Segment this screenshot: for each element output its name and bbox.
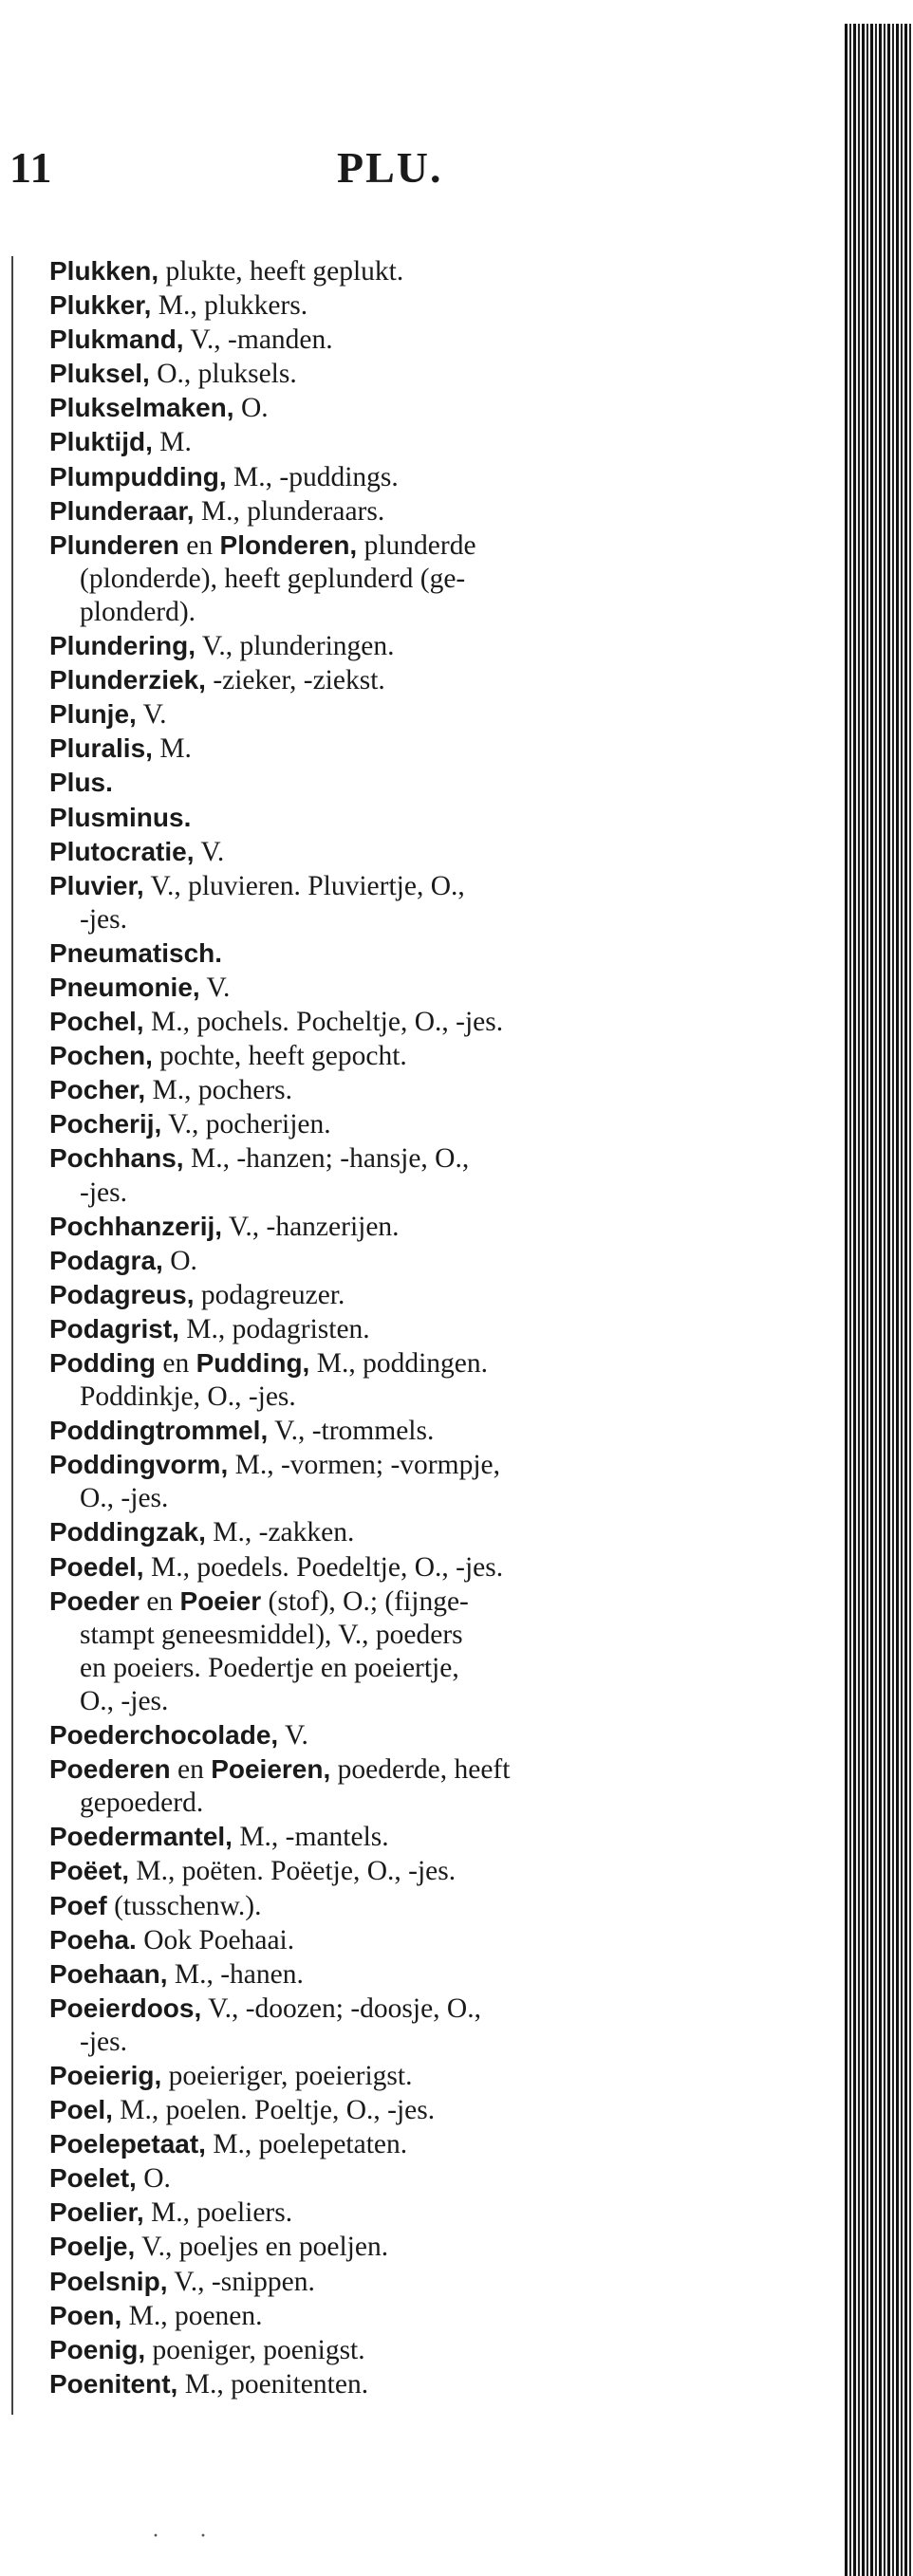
entry-headword: Podagrist, (49, 1313, 179, 1344)
entry-headword: Pneumonie, (49, 972, 200, 1002)
entry-headword: Poelet, (49, 2163, 137, 2194)
entry-headword: Poen, (49, 2300, 122, 2330)
entry-headword: Poeha. (49, 1924, 137, 1955)
entry-definition: V., pluvieren. Pluviertje, O., -jes. (80, 870, 465, 935)
dictionary-entry (49, 1073, 733, 1107)
entry-definition: M., -mantels. (232, 1822, 389, 1853)
entry-headword: Poederchocolade, (49, 1720, 279, 1751)
entry-headword: Pochel, (49, 1007, 144, 1037)
entry-definition: M., pochers. (145, 1075, 293, 1106)
entry-variant-definition: plunderde (plonderde), heeft geplunderd (ge- plonderd). (80, 529, 476, 627)
entry-headword: Pocherij, (49, 1109, 162, 1140)
entry-headword: Poëet, (49, 1856, 130, 1886)
dictionary-entry (49, 1039, 733, 1073)
page-specks: · · (152, 2524, 224, 2548)
entry-definition: Ook Poehaai. (136, 1924, 295, 1955)
entry-definition: V. (278, 1720, 308, 1751)
dictionary-entry (49, 2127, 733, 2161)
entry-headword: Plunderziek, (49, 665, 206, 695)
dictionary-entry (49, 254, 733, 288)
dictionary-entry (49, 936, 733, 971)
entry-definition: O. (162, 1245, 197, 1276)
dictionary-entry (49, 2230, 733, 2264)
dictionary-entry (49, 1244, 733, 1278)
entry-headword: Poelsnip, (49, 2266, 168, 2296)
entry-headword: Poederen (49, 1754, 171, 1785)
entry-definition: V., poeljes en poeljen. (135, 2232, 389, 2263)
dictionary-entry (49, 1448, 733, 1515)
entry-headword: Poddingtrommel, (49, 1416, 269, 1446)
entry-definition: M., podagristen. (178, 1313, 370, 1344)
entry-definition: M., -puddings. (226, 461, 399, 492)
dictionary-entry (49, 1957, 733, 1992)
entry-headword: Poelier, (49, 2197, 144, 2228)
dictionary-entry (49, 1854, 733, 1888)
entry-headword: Plunderen (49, 529, 179, 560)
entry-definition: en (178, 529, 220, 561)
entry-headword: Poeder (49, 1585, 140, 1616)
dictionary-entry (49, 766, 733, 800)
entry-definition: V. (199, 972, 231, 1003)
entry-headword: Pochhanzerij, (49, 1211, 223, 1241)
entry-definition: M., -hanzen; -hansje, O., -jes. (80, 1143, 470, 1208)
dictionary-entry (49, 835, 733, 869)
entry-headword: Poddingzak, (49, 1517, 206, 1547)
dictionary-entry (49, 2333, 733, 2367)
entry-headword: Pochen, (49, 1041, 153, 1071)
entry-definition: en (155, 1348, 196, 1379)
entry-definition: M., poelen. Poeltje, O., -jes. (112, 2095, 436, 2126)
entry-headword: Poeierig, (49, 2060, 162, 2090)
entry-headword: Plundering, (49, 631, 196, 661)
entry-variant-definition: M., poddingen. Poddinkje, O., -jes. (80, 1348, 488, 1413)
entry-definition: O., pluksels. (149, 359, 297, 390)
entry-headword: Plukken, (49, 256, 159, 286)
entry-headword: Plukmand, (49, 324, 184, 355)
entry-definition: M. (152, 427, 192, 458)
dictionary-entry (49, 391, 733, 425)
entry-definition: V., -trommels. (268, 1416, 435, 1447)
dictionary-entry (49, 460, 733, 494)
entry-definition: podagreuzer. (194, 1279, 345, 1310)
column-rule (11, 256, 13, 2415)
dictionary-entry (49, 1414, 733, 1448)
dictionary-entry (49, 663, 733, 697)
entry-definition: M., -hanen. (167, 1958, 304, 1990)
entry-definition: O. (136, 2163, 171, 2195)
entry-variant-definition: (stof), O.; (fijnge- stampt geneesmiddel), V., poeders en poeiers. Poedertje en poeiertje, O., -jes. (80, 1585, 469, 1716)
entry-variant-headword: Poeieren, (211, 1754, 331, 1785)
entry-headword: Pluralis, (49, 733, 153, 764)
entry-headword: Poenitent, (49, 2368, 178, 2399)
entry-headword: Pluksel, (49, 359, 150, 389)
dictionary-entry (49, 1718, 733, 1752)
entry-definition: O. (233, 393, 269, 424)
entry-headword: Podding (49, 1348, 156, 1378)
dictionary-entry (49, 801, 733, 835)
entry-definition: V., plunderingen. (196, 631, 395, 662)
entry-definition: (tusschenw.). (106, 1890, 262, 1921)
dictionary-entry (49, 1515, 733, 1549)
entry-definition: plukte, heeft geplukt. (158, 256, 404, 287)
dictionary-entry (49, 1820, 733, 1854)
entry-headword: Poelepetaat, (49, 2129, 206, 2159)
dictionary-entry (49, 1278, 733, 1312)
entry-definition: poeniger, poenigst. (145, 2334, 365, 2365)
entry-definition: en (170, 1754, 212, 1786)
entry-headword: Pluktijd, (49, 427, 153, 457)
entry-definition: V., -hanzerijen. (222, 1211, 400, 1242)
entry-definition: M., pochels. Pocheltje, O., -jes. (143, 1007, 504, 1038)
dictionary-entry (49, 869, 733, 936)
dictionary-entry (49, 1889, 733, 1923)
entry-definition: pochte, heeft gepocht. (152, 1041, 407, 1072)
dictionary-entry (49, 697, 733, 732)
entry-variant-headword: Plonderen, (219, 529, 358, 560)
entry-headword: Poedermantel, (49, 1822, 233, 1852)
entry-definition: V. (136, 699, 167, 731)
entry-headword: Poeierdoos, (49, 1992, 202, 2023)
running-head: PLU. (337, 143, 443, 192)
entry-headword: Plunje, (49, 699, 137, 730)
dictionary-entry (49, 1346, 733, 1414)
dictionary-entry (49, 1550, 733, 1585)
entry-headword: Pluvier, (49, 870, 144, 900)
dictionary-entry (49, 732, 733, 766)
entry-definition: V. (194, 836, 225, 867)
entry-headword: Plukselmaken, (49, 393, 234, 423)
entry-headword: Plusminus. (49, 802, 192, 832)
entry-headword: Poel, (49, 2095, 113, 2125)
dictionary-entry (49, 1141, 733, 1209)
entry-headword: Plunderaar, (49, 495, 195, 526)
entry-variant-definition: poederde, heeft gepoederd. (80, 1754, 511, 1819)
dictionary-entry (49, 1585, 733, 1718)
entry-variant-headword: Poeier (179, 1585, 262, 1616)
entry-definition: M., poelepetaten. (205, 2129, 408, 2160)
entry-definition: M., -zakken. (205, 1517, 355, 1548)
dictionary-entry (49, 2161, 733, 2196)
dictionary-entry (49, 1752, 733, 1820)
entry-headword: Pneumatisch. (49, 937, 223, 968)
entry-definition: M. (152, 733, 192, 765)
dictionary-entry (49, 971, 733, 1005)
entry-headword: Poenig, (49, 2334, 146, 2364)
entry-definition: M., poedels. Poedeltje, O., -jes. (143, 1551, 504, 1583)
entry-definition: poeieriger, poeierigst. (161, 2060, 413, 2091)
entry-definition: -zieker, -ziekst. (205, 665, 385, 696)
entry-definition: M., poenen. (121, 2300, 263, 2331)
entry-headword: Poelje, (49, 2232, 136, 2262)
entry-definition: M., plunderaars. (194, 495, 385, 527)
dictionary-entry (49, 425, 733, 459)
dictionary-entry (49, 323, 733, 357)
entry-definition: V., -snippen. (167, 2266, 315, 2297)
entry-headword: Poddingvorm, (49, 1450, 229, 1480)
entry-definition: M., plukkers. (151, 290, 308, 322)
book-binding-edge (845, 24, 913, 2576)
entry-headword: Poedel, (49, 1551, 144, 1582)
entry-definition: M., poëten. Poëetje, O., -jes. (129, 1856, 456, 1887)
dictionary-entry (49, 2093, 733, 2127)
entry-definition: V., -manden. (183, 324, 333, 356)
entry-headword: Podagra, (49, 1245, 163, 1275)
dictionary-entry (49, 2059, 733, 2093)
dictionary-entry (49, 1312, 733, 1346)
entry-definition: M., -vormen; -vormpje, O., -jes. (80, 1450, 500, 1514)
dictionary-entry (49, 357, 733, 391)
entry-definition: en (139, 1585, 180, 1617)
entry-definition: V., -doozen; -doosje, O., -jes. (80, 1992, 481, 2057)
entry-headword: Plus. (49, 768, 113, 798)
entry-headword: Podagreus, (49, 1279, 195, 1309)
entry-variant-headword: Pudding, (196, 1348, 310, 1378)
dictionary-entry (49, 2196, 733, 2230)
dictionary-entries (49, 254, 733, 2401)
dictionary-entry (49, 1005, 733, 1039)
entry-definition: M., poeliers. (143, 2197, 293, 2229)
page-number: 11 (9, 143, 53, 192)
dictionary-entry (49, 1923, 733, 1957)
entry-headword: Poehaan, (49, 1958, 168, 1989)
entry-definition: M., poenitenten. (177, 2368, 369, 2400)
dictionary-entry (49, 1107, 733, 1141)
dictionary-entry (49, 2299, 733, 2333)
dictionary-entry (49, 1210, 733, 1244)
entry-headword: Pocher, (49, 1075, 146, 1105)
entry-definition: V., pocherijen. (161, 1109, 331, 1140)
dictionary-entry (49, 2367, 733, 2401)
entry-headword: Plukker, (49, 290, 152, 321)
entry-headword: Plumpudding, (49, 461, 227, 491)
dictionary-entry (49, 288, 733, 323)
dictionary-entry (49, 494, 733, 528)
dictionary-entry (49, 1992, 733, 2059)
dictionary-entry (49, 2265, 733, 2299)
entry-headword: Poef (49, 1890, 107, 1920)
dictionary-entry (49, 629, 733, 663)
entry-headword: Pochhans, (49, 1143, 184, 1174)
entry-headword: Plutocratie, (49, 836, 195, 866)
dictionary-entry (49, 528, 733, 629)
